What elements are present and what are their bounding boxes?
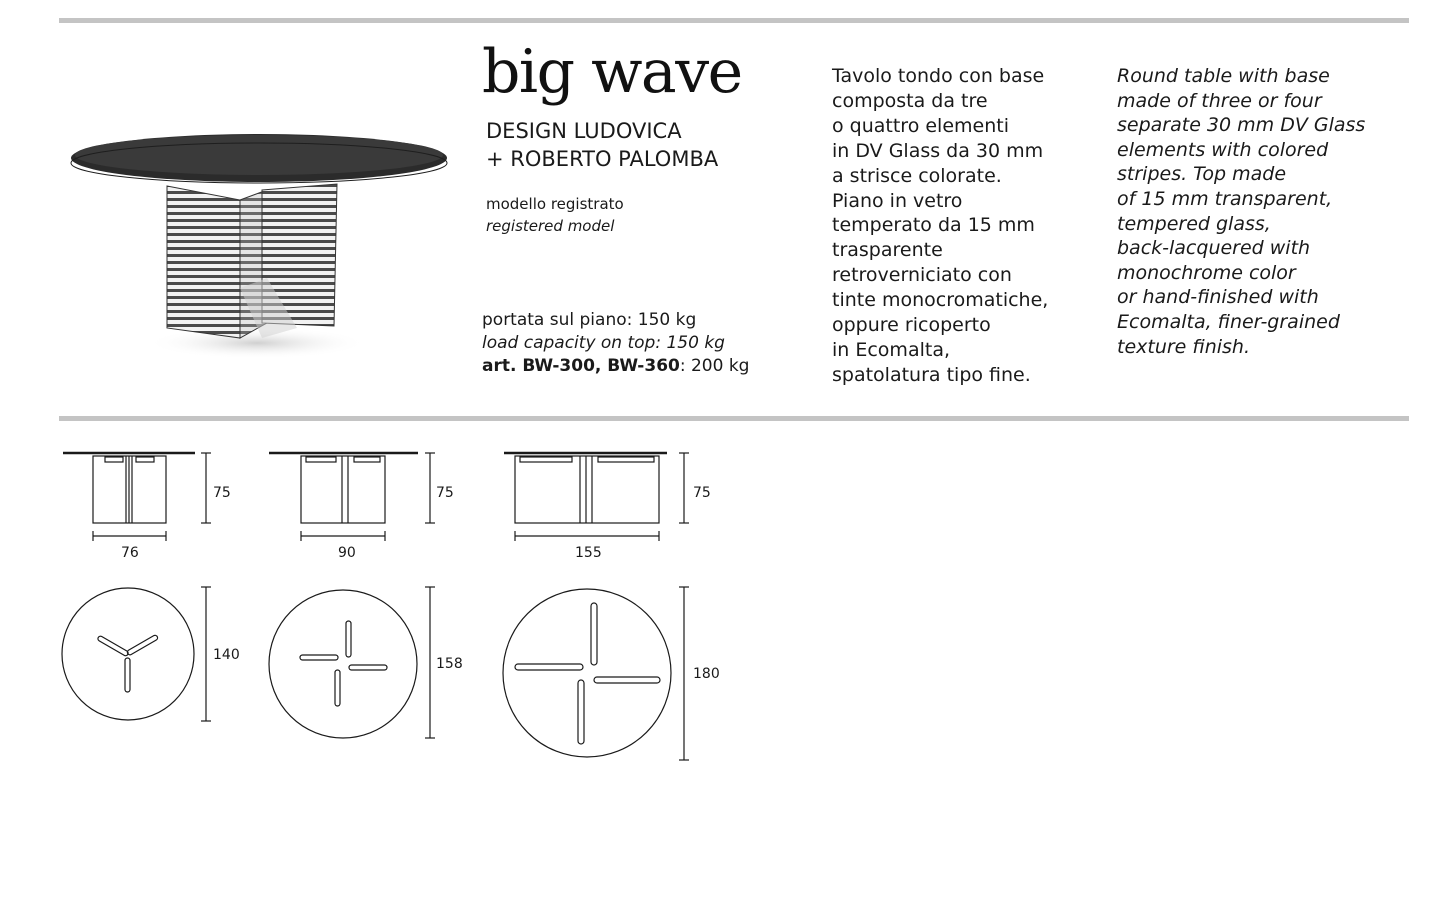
designer-line-1: DESIGN LUDOVICA	[486, 119, 682, 143]
desc-it-line: in Ecomalta,	[832, 338, 950, 361]
desc-en-line: monochrome color	[1117, 261, 1296, 284]
side1-width: 76	[121, 545, 139, 561]
desc-it-line: temperato da 15 mm	[832, 214, 1035, 237]
description-english	[1117, 64, 1365, 359]
registered-en: registered model	[486, 217, 615, 235]
description-italian	[832, 64, 1048, 388]
desc-en-line: texture finish.	[1117, 335, 1250, 358]
side2-height: 75	[436, 485, 454, 501]
side3-height: 75	[693, 485, 711, 501]
top-view-158	[269, 587, 435, 738]
desc-it-line: o quattro elementi	[832, 114, 1009, 137]
registered-model	[486, 193, 624, 237]
top2-diameter: 158	[436, 656, 463, 672]
article-codes: art. BW-300, BW-360	[482, 356, 680, 376]
capacity-it: portata sul piano: 150 kg	[482, 310, 697, 330]
desc-it-line: Piano in vetro	[832, 189, 963, 212]
top-view-140	[62, 587, 211, 721]
top-divider	[59, 18, 1409, 23]
side-view-76	[63, 453, 211, 541]
side-view-155	[504, 453, 689, 541]
desc-it-line: spatolatura tipo fine.	[832, 363, 1031, 386]
desc-en-line: of 15 mm transparent,	[1117, 187, 1333, 210]
desc-en-line: or hand-finished with	[1117, 286, 1319, 309]
side2-width: 90	[338, 545, 356, 561]
designer-line-2: + ROBERTO PALOMBA	[486, 147, 719, 171]
desc-en-line: separate 30 mm DV Glass	[1117, 114, 1366, 137]
desc-it-line: retroverniciato con	[832, 264, 1012, 287]
desc-it-line: trasparente	[832, 239, 943, 262]
article-capacity: : 200 kg	[679, 356, 750, 376]
product-title: big wave	[482, 37, 742, 107]
capacity-en: load capacity on top: 150 kg	[482, 333, 725, 353]
middle-divider	[59, 416, 1409, 421]
side3-width: 155	[575, 545, 602, 561]
top1-diameter: 140	[213, 647, 240, 663]
desc-en-line: back-lacquered with	[1117, 237, 1311, 260]
side-view-90	[269, 453, 435, 541]
desc-en-line: Round table with base	[1117, 65, 1330, 87]
desc-it-line: tinte monocromatiche,	[832, 289, 1049, 312]
capacity-articles	[482, 355, 749, 378]
desc-it-line: oppure ricoperto	[832, 314, 991, 337]
capacity-info	[482, 309, 749, 378]
desc-it-line: Tavolo tondo con base	[832, 65, 1045, 87]
desc-en-line: tempered glass,	[1117, 212, 1271, 235]
desc-en-line: elements with colored	[1117, 138, 1329, 161]
top-view-180	[503, 587, 689, 760]
side1-height: 75	[213, 485, 231, 501]
product-photo	[62, 128, 457, 373]
registered-it: modello registrato	[486, 195, 624, 213]
desc-it-line: a strisce colorate.	[832, 164, 1002, 187]
desc-en-line: Ecomalta, finer-grained	[1117, 310, 1340, 333]
desc-en-line: stripes. Top made	[1117, 163, 1287, 186]
top3-diameter: 180	[693, 666, 720, 682]
designer-credit	[486, 117, 718, 173]
desc-it-line: in DV Glass da 30 mm	[832, 139, 1044, 162]
desc-en-line: made of three or four	[1117, 89, 1322, 112]
desc-it-line: composta da tre	[832, 89, 988, 112]
